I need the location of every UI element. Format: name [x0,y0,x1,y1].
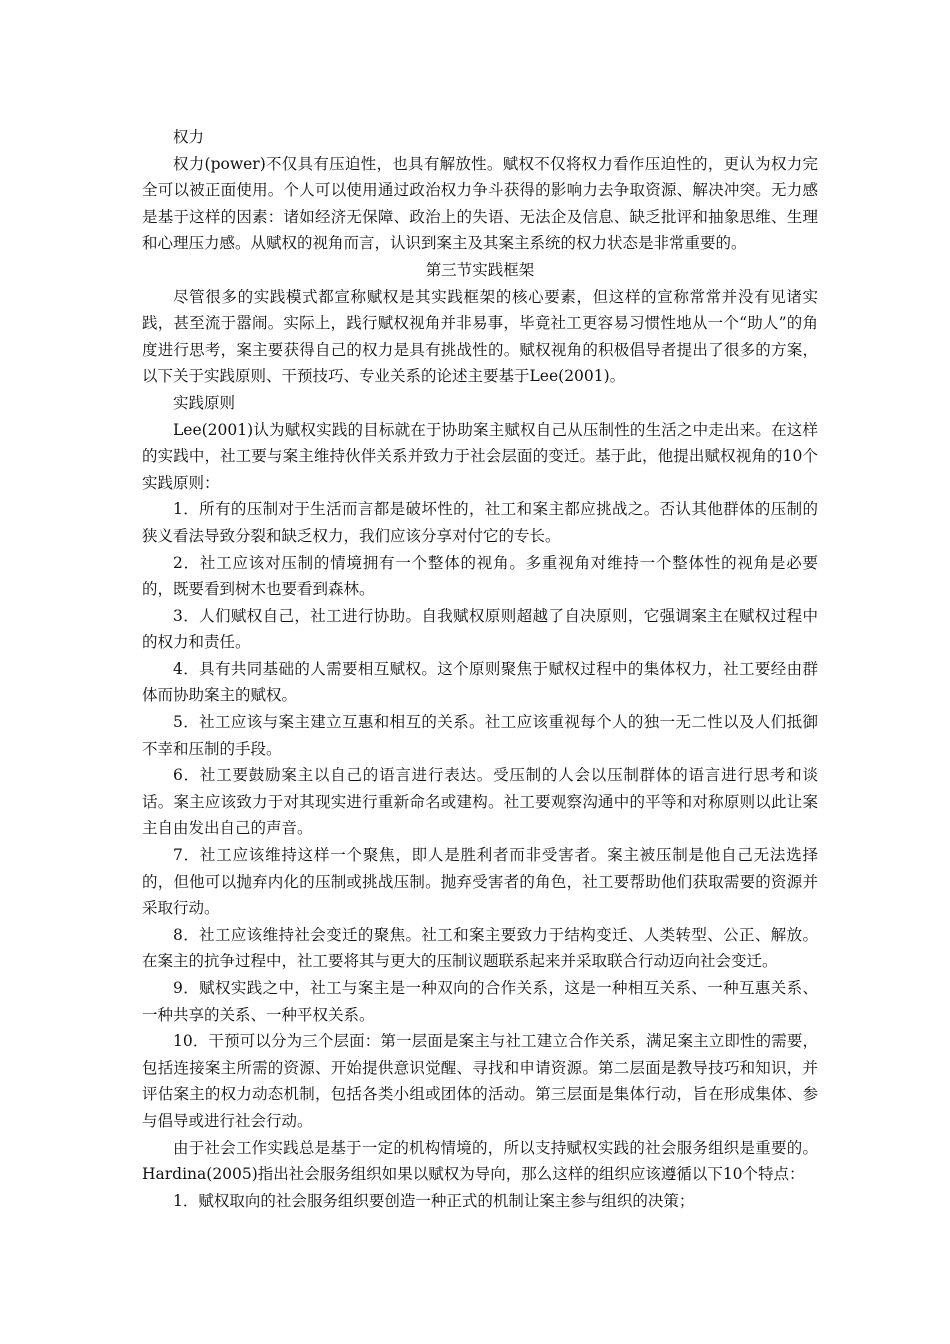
principle-item: 9．赋权实践之中，社工与案主是一种双向的合作关系，这是一种相互关系、一种互惠关系、一种共享的关系、一种平权关系。 [142,979,818,1024]
principle-item: 1．所有的压制对于生活而言都是破坏性的，社工和案主都应挑战之。否认其他群体的压制的狭义看法导致分裂和缺乏权力，我们应该分享对付它的专长。 [142,500,818,545]
principle-item: 6．社工要鼓励案主以自己的语言进行表达。受压制的人会以压制群体的语言进行思考和谈话。案主应该致力于对其现实进行重新命名或建构。社工要观察沟通中的平等和对称原则以此让案主自由发出自己的声音。 [142,766,818,838]
principle-item: 8．社工应该维持社会变迁的聚焦。社工和案主要致力于结构变迁、人类转型、公正、解放。在案主的抗争过程中，社工要将其与更大的压制议题联系起来并采取联合行动迈向社会变迁。 [142,925,818,971]
section-title: 第三节实践框架 [425,260,535,279]
principle-item: 2．社工应该对压制的情境拥有一个整体的视角。多重视角对维持一个整体性的视角是必要的，既要看到树木也要看到森林。 [142,553,818,599]
principle-item: 7．社工应该维持这样一个聚焦，即人是胜利者而非受害者。案主被压制是他自己无法选择的，但他可以抛弃内化的压制或挑战压制。抛弃受害者的角色，社工要帮助他们获取需要的资源并采取行动。 [142,846,818,918]
paragraph-power: 权力(power)不仅具有压迫性，也具有解放性。赋权不仅将权力看作压迫性的，更认为权力完全可以被正面使用。个人可以使用通过政治权力争斗获得的影响力去争取资源、解决冲突。无力感是基于这样的因素：诸如经济无保障、政治上的失语、无法企及信息、缺乏批评和抽象思维、生理和心理压力感。从赋权的视角而言，认识到案主及其案主系统的权力状态是非常重要的。 [142,154,818,253]
heading-power: 权力 [173,128,205,146]
principle-item: 4．具有共同基础的人需要相互赋权。这个原则聚焦于赋权过程中的集体权力，社工要经由群体而协助案主的赋权。 [142,659,818,705]
document-body [142,124,818,1214]
paragraph-hardina: 由于社会工作实践总是基于一定的机构情境的，所以支持赋权实践的社会服务组织是重要的。Hardina(2005)指出社会服务组织如果以赋权为导向，那么这样的组织应该遵循以下10个特点： [142,1138,818,1184]
principle-item: 3．人们赋权自己，社工进行协助。自我赋权原则超越了自决原则，它强调案主在赋权过程中的权力和责任。 [142,606,818,652]
feature-item: 1．赋权取向的社会服务组织要创造一种正式的机制让案主参与组织的决策； [173,1191,695,1210]
paragraph-framework: 尽管很多的实践模式都宣称赋权是其实践框架的核心要素，但这样的宣称常常并没有见诸实践，甚至流于嚣闹。实际上，践行赋权视角并非易事，毕竟社工更容易习惯性地从一个“助人”的角度进行思考，案主要获得自己的权力是具有挑战性的。赋权视角的积极倡导者提出了很多的方案，以下关于实践原则、干预技巧、专业关系的论述主要基于Lee(2001)。 [142,287,818,386]
principle-item: 5．社工应该与案主建立互惠和相互的关系。社工应该重视每个人的独一无二性以及人们抵御不幸和压制的手段。 [142,713,818,758]
paragraph-lee: Lee(2001)认为赋权实践的目标就在于协助案主赋权自己从压制性的生活之中走出来。在这样的实践中，社工要与案主维持伙伴关系并致力于社会层面的变迁。基于此，他提出赋权视角的10个实践原则： [142,420,818,492]
principle-item: 10．干预可以分为三个层面：第一层面是案主与社工建立合作关系，满足案主立即性的需要，包括连接案主所需的资源、开始提供意识觉醒、寻找和申请资源。第二层面是教导技巧和知识，并评估案主的权力动态机制，包括各类小组或团体的活动。第三层面是集体行动，旨在形成集体、参与倡导或进行社会行动。 [142,1032,818,1130]
heading-practice-principles: 实践原则 [173,393,236,412]
